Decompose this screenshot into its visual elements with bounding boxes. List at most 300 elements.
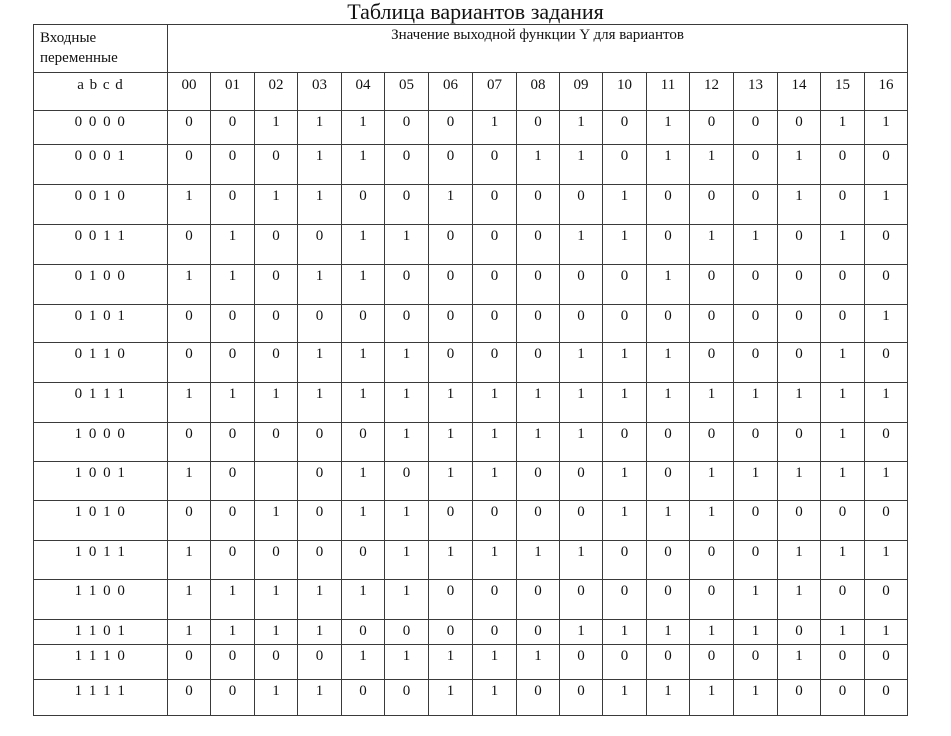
output-value-cell: 1: [385, 501, 429, 541]
output-value-cell: 1: [385, 541, 429, 580]
input-combination: 1 0 0 1: [34, 462, 168, 501]
output-value-cell: 0: [255, 225, 298, 265]
output-value-cell: 0: [865, 145, 908, 185]
output-value-cell: 0: [647, 305, 690, 343]
output-value-cell: 0: [517, 225, 560, 265]
output-value-cell: 0: [690, 423, 734, 462]
output-value-cell: 1: [603, 501, 647, 541]
output-value-cell: 0: [429, 305, 473, 343]
variant-header: 01: [211, 73, 255, 111]
output-value-cell: 0: [603, 541, 647, 580]
output-value-cell: 0: [298, 462, 342, 501]
output-value-cell: 1: [603, 462, 647, 501]
output-value-cell: 1: [255, 680, 298, 716]
variant-header: 15: [821, 73, 865, 111]
output-value-cell: 1: [647, 343, 690, 383]
output-value-cell: 1: [473, 645, 517, 680]
output-value-cell: 1: [342, 265, 385, 305]
output-value-cell: 1: [385, 423, 429, 462]
output-value-cell: 1: [647, 265, 690, 305]
table-title: Таблица вариантов задания: [347, 0, 604, 24]
output-value-cell: 1: [298, 111, 342, 145]
table-row: [34, 185, 908, 225]
output-value-cell: 0: [865, 225, 908, 265]
output-value-cell: 1: [560, 225, 603, 265]
output-value-cell: 0: [298, 305, 342, 343]
output-value-cell: 0: [342, 185, 385, 225]
output-value-cell: 1: [821, 541, 865, 580]
variant-header: 02: [255, 73, 298, 111]
output-value-cell: 0: [690, 580, 734, 620]
output-value-cell: 1: [211, 580, 255, 620]
output-value-cell: 1: [821, 462, 865, 501]
output-value-cell: 1: [865, 111, 908, 145]
output-value-cell: 1: [168, 580, 211, 620]
output-value-cell: 1: [603, 620, 647, 645]
output-value-cell: 1: [647, 145, 690, 185]
output-value-cell: 1: [211, 620, 255, 645]
output-value-cell: 0: [821, 265, 865, 305]
table-row: [34, 462, 908, 501]
output-value-cell: 0: [865, 680, 908, 716]
output-value-cell: 1: [429, 383, 473, 423]
output-value-cell: 1: [560, 111, 603, 145]
output-value-cell: 0: [821, 645, 865, 680]
output-value-cell: 1: [298, 265, 342, 305]
output-value-cell: 0: [342, 305, 385, 343]
table-row: [34, 423, 908, 462]
output-value-cell: 0: [385, 680, 429, 716]
output-value-cell: 1: [865, 305, 908, 343]
output-value-cell: 1: [255, 580, 298, 620]
output-value-cell: 1: [821, 343, 865, 383]
output-value-cell: 0: [168, 680, 211, 716]
table-row: [34, 501, 908, 541]
output-value-cell: 0: [865, 645, 908, 680]
output-value-cell: 0: [647, 225, 690, 265]
output-value-cell: 1: [690, 501, 734, 541]
output-value-cell: 1: [603, 383, 647, 423]
output-value-cell: 0: [429, 111, 473, 145]
output-value-cell: 0: [865, 580, 908, 620]
table-row: [34, 620, 908, 645]
output-value-cell: 1: [778, 145, 821, 185]
output-value-cell: 1: [429, 680, 473, 716]
output-value-cell: 1: [517, 645, 560, 680]
output-value-cell: 0: [690, 645, 734, 680]
output-value-cell: 0: [778, 111, 821, 145]
output-value-cell: 0: [168, 423, 211, 462]
output-value-cell: 1: [168, 185, 211, 225]
output-value-cell: 0: [255, 145, 298, 185]
output-value-cell: 1: [734, 620, 778, 645]
output-value-cell: 0: [211, 680, 255, 716]
output-value-cell: 1: [778, 462, 821, 501]
output-value-cell: 0: [778, 680, 821, 716]
output-value-cell: 0: [342, 541, 385, 580]
output-value-cell: 0: [647, 462, 690, 501]
variant-header: 03: [298, 73, 342, 111]
output-value-cell: 0: [211, 145, 255, 185]
output-value-cell: 0: [734, 305, 778, 343]
output-value-cell: 0: [385, 305, 429, 343]
output-value-cell: 0: [473, 620, 517, 645]
output-value-cell: 0: [255, 305, 298, 343]
output-value-cell: 0: [560, 185, 603, 225]
output-value-cell: 1: [778, 645, 821, 680]
output-value-cell: 0: [865, 423, 908, 462]
output-value-cell: 0: [473, 145, 517, 185]
output-value-cell: 0: [429, 225, 473, 265]
output-value-cell: 1: [517, 145, 560, 185]
output-value-cell: 0: [211, 501, 255, 541]
output-value-cell: 1: [429, 423, 473, 462]
output-value-cell: 0: [647, 185, 690, 225]
table-row: [34, 111, 908, 145]
output-value-cell: 0: [603, 111, 647, 145]
output-value-cell: 1: [734, 225, 778, 265]
table-row: [34, 305, 908, 343]
table-row: [34, 680, 908, 716]
output-value-cell: 0: [821, 501, 865, 541]
output-value-cell: 0: [517, 680, 560, 716]
output-value-cell: 0: [211, 645, 255, 680]
output-value-cell: 1: [211, 225, 255, 265]
output-value-cell: 1: [603, 343, 647, 383]
output-value-cell: 1: [865, 383, 908, 423]
output-value-cell: 0: [560, 462, 603, 501]
table-row: [34, 343, 908, 383]
output-value-cell: 1: [778, 541, 821, 580]
output-value-cell: 1: [647, 620, 690, 645]
output-value-cell: 1: [734, 383, 778, 423]
output-value-cell: 1: [255, 111, 298, 145]
output-value-cell: 0: [778, 305, 821, 343]
output-value-cell: 0: [821, 680, 865, 716]
output-value-cell: 0: [298, 225, 342, 265]
output-value-cell: 1: [168, 383, 211, 423]
output-value-cell: 0: [778, 620, 821, 645]
output-value-cell: 1: [865, 620, 908, 645]
output-value-cell: 0: [342, 620, 385, 645]
output-value-cell: 0: [211, 305, 255, 343]
output-value-cell: 1: [647, 383, 690, 423]
variant-header: 10: [603, 73, 647, 111]
output-value-cell: 0: [473, 580, 517, 620]
output-value-cell: 0: [211, 541, 255, 580]
output-value-cell: 0: [603, 305, 647, 343]
output-value-cell: 1: [690, 225, 734, 265]
output-value-cell: 1: [560, 423, 603, 462]
output-value-cell: 0: [778, 501, 821, 541]
output-value-cell: 1: [473, 462, 517, 501]
variants-table: [33, 24, 908, 716]
output-value-cell: 0: [342, 680, 385, 716]
output-value-cell: 1: [342, 580, 385, 620]
output-value-cell: 0: [603, 265, 647, 305]
table-row: [34, 645, 908, 680]
output-value-cell: 0: [429, 620, 473, 645]
variant-header: 09: [560, 73, 603, 111]
output-value-cell: 0: [168, 145, 211, 185]
output-value-cell: 1: [647, 111, 690, 145]
output-value-cell: 1: [821, 111, 865, 145]
output-value-cell: 1: [385, 225, 429, 265]
output-value-cell: 0: [429, 501, 473, 541]
output-value-cell: 1: [821, 620, 865, 645]
output-value-cell: 0: [690, 111, 734, 145]
table-row: [34, 145, 908, 185]
output-value-cell: 1: [342, 501, 385, 541]
output-value-cell: 1: [342, 343, 385, 383]
output-value-cell: 0: [473, 305, 517, 343]
table-row: [34, 580, 908, 620]
variant-header: 16: [865, 73, 908, 111]
input-combination: 0 1 0 0: [34, 265, 168, 305]
output-value-cell: 1: [342, 111, 385, 145]
output-value-cell: 0: [211, 462, 255, 501]
output-value-cell: 0: [473, 265, 517, 305]
output-value-cell: 1: [211, 265, 255, 305]
output-value-cell: 1: [298, 145, 342, 185]
output-value-cell: 1: [211, 383, 255, 423]
output-value-cell: 0: [560, 680, 603, 716]
variant-header: 07: [473, 73, 517, 111]
output-value-cell: 0: [168, 305, 211, 343]
output-value-cell: 0: [778, 423, 821, 462]
input-combination: 0 0 1 1: [34, 225, 168, 265]
input-combination: 0 1 1 1: [34, 383, 168, 423]
output-value-cell: 0: [517, 185, 560, 225]
output-value-cell: 0: [865, 265, 908, 305]
output-value-cell: 1: [473, 680, 517, 716]
output-value-cell: 1: [821, 383, 865, 423]
output-value-cell: 1: [734, 580, 778, 620]
output-value-cell: 1: [778, 383, 821, 423]
output-value-cell: 0: [690, 541, 734, 580]
variant-header: 04: [342, 73, 385, 111]
output-value-cell: 1: [865, 541, 908, 580]
output-value-cell: 0: [647, 541, 690, 580]
output-value-cell: 0: [690, 185, 734, 225]
output-value-cell: [255, 462, 298, 501]
output-value-cell: 0: [168, 645, 211, 680]
input-combination: 1 1 0 1: [34, 620, 168, 645]
output-value-cell: 1: [690, 145, 734, 185]
output-value-cell: 0: [517, 305, 560, 343]
output-value-cell: 0: [734, 343, 778, 383]
output-value-cell: 0: [560, 501, 603, 541]
output-value-cell: 0: [517, 462, 560, 501]
input-combination: 1 0 0 0: [34, 423, 168, 462]
input-variables-header: Входные переменные: [34, 25, 168, 73]
output-value-cell: 1: [385, 383, 429, 423]
output-value-cell: 1: [603, 680, 647, 716]
output-value-cell: 0: [255, 541, 298, 580]
input-combination: 0 0 0 0: [34, 111, 168, 145]
output-value-cell: 1: [255, 383, 298, 423]
output-value-cell: 0: [473, 343, 517, 383]
output-value-cell: 0: [734, 111, 778, 145]
table-row: [34, 383, 908, 423]
input-combination: 0 1 0 1: [34, 305, 168, 343]
output-value-cell: 0: [211, 111, 255, 145]
output-value-cell: 1: [429, 645, 473, 680]
output-value-cell: 0: [734, 645, 778, 680]
output-value-cell: 0: [734, 541, 778, 580]
variants-header-row: [34, 73, 908, 111]
output-value-cell: 0: [647, 645, 690, 680]
output-value-cell: 0: [385, 111, 429, 145]
variant-header: 08: [517, 73, 560, 111]
output-value-cell: 1: [255, 185, 298, 225]
output-value-cell: 1: [865, 185, 908, 225]
output-value-cell: 0: [385, 185, 429, 225]
output-value-cell: 0: [560, 580, 603, 620]
output-value-cell: 0: [168, 225, 211, 265]
output-value-cell: 1: [298, 343, 342, 383]
output-value-cell: 1: [778, 185, 821, 225]
variant-header: 12: [690, 73, 734, 111]
output-value-cell: 0: [429, 343, 473, 383]
output-value-cell: 1: [342, 225, 385, 265]
output-value-cell: 0: [517, 501, 560, 541]
output-value-cell: 1: [385, 580, 429, 620]
output-value-cell: 0: [298, 541, 342, 580]
output-value-cell: 1: [429, 185, 473, 225]
output-value-cell: 1: [298, 620, 342, 645]
output-value-cell: 0: [647, 580, 690, 620]
output-value-cell: 1: [255, 620, 298, 645]
output-value-cell: 1: [560, 383, 603, 423]
table-row: [34, 541, 908, 580]
output-value-cell: 1: [778, 580, 821, 620]
output-value-cell: 0: [211, 185, 255, 225]
output-value-cell: 1: [342, 145, 385, 185]
output-value-cell: 0: [517, 265, 560, 305]
output-value-cell: 1: [734, 462, 778, 501]
output-value-cell: 0: [517, 343, 560, 383]
output-value-cell: 1: [298, 580, 342, 620]
output-value-cell: 1: [517, 383, 560, 423]
variant-header: 14: [778, 73, 821, 111]
output-value-cell: 1: [168, 265, 211, 305]
output-value-cell: 0: [255, 343, 298, 383]
output-value-cell: 1: [473, 383, 517, 423]
output-value-cell: 1: [690, 462, 734, 501]
output-value-cell: 0: [690, 305, 734, 343]
output-value-cell: 0: [517, 111, 560, 145]
output-value-cell: 1: [168, 541, 211, 580]
output-value-cell: 0: [603, 423, 647, 462]
output-value-cell: 1: [560, 620, 603, 645]
output-value-cell: 1: [342, 462, 385, 501]
output-value-cell: 1: [298, 383, 342, 423]
output-value-cell: 1: [385, 645, 429, 680]
output-value-cell: 1: [647, 501, 690, 541]
input-combination: 1 0 1 0: [34, 501, 168, 541]
output-value-cell: 0: [734, 501, 778, 541]
output-value-cell: 0: [603, 645, 647, 680]
input-combination: 0 1 1 0: [34, 343, 168, 383]
output-value-cell: 0: [647, 423, 690, 462]
output-value-cell: 0: [429, 145, 473, 185]
output-value-cell: 0: [473, 225, 517, 265]
output-value-cell: 1: [342, 645, 385, 680]
output-value-cell: 0: [865, 343, 908, 383]
output-value-cell: 1: [647, 680, 690, 716]
output-value-cell: 0: [517, 580, 560, 620]
output-value-cell: 0: [821, 580, 865, 620]
output-value-cell: 0: [821, 145, 865, 185]
output-value-cell: 0: [603, 580, 647, 620]
output-value-cell: 1: [734, 680, 778, 716]
output-value-cell: 1: [298, 680, 342, 716]
output-value-cell: 0: [560, 305, 603, 343]
output-value-cell: 0: [385, 620, 429, 645]
output-value-cell: 1: [298, 185, 342, 225]
output-value-cell: 1: [560, 343, 603, 383]
input-combination: 0 0 0 1: [34, 145, 168, 185]
table-row: [34, 225, 908, 265]
output-value-cell: 0: [690, 265, 734, 305]
output-value-cell: 0: [473, 185, 517, 225]
input-combination: 1 1 0 0: [34, 580, 168, 620]
output-value-cell: 1: [821, 225, 865, 265]
output-value-cell: 0: [211, 343, 255, 383]
table-row: [34, 265, 908, 305]
output-value-cell: 0: [734, 185, 778, 225]
output-value-cell: 0: [560, 645, 603, 680]
output-value-cell: 0: [342, 423, 385, 462]
output-value-cell: 0: [168, 501, 211, 541]
output-value-cell: 1: [821, 423, 865, 462]
output-value-cell: 1: [690, 383, 734, 423]
output-value-cell: 0: [473, 501, 517, 541]
output-value-cell: 1: [385, 343, 429, 383]
output-value-cell: 1: [168, 462, 211, 501]
output-value-cell: 0: [211, 423, 255, 462]
output-value-cell: 0: [298, 423, 342, 462]
variant-header: 06: [429, 73, 473, 111]
output-value-cell: 0: [865, 501, 908, 541]
output-value-cell: 0: [778, 265, 821, 305]
output-function-header: Значение выходной функции Y для вариантов: [168, 25, 908, 73]
output-value-cell: 0: [385, 145, 429, 185]
input-combination: 0 0 1 0: [34, 185, 168, 225]
output-value-cell: 1: [429, 541, 473, 580]
output-value-cell: 0: [429, 580, 473, 620]
output-value-cell: 1: [603, 185, 647, 225]
input-combination: 1 1 1 1: [34, 680, 168, 716]
output-value-cell: 0: [821, 185, 865, 225]
output-value-cell: 1: [865, 462, 908, 501]
output-value-cell: 1: [690, 680, 734, 716]
variant-header: 13: [734, 73, 778, 111]
output-value-cell: 1: [560, 541, 603, 580]
variables-label: a b c d: [34, 73, 168, 111]
output-value-cell: 1: [517, 541, 560, 580]
output-value-cell: 0: [778, 225, 821, 265]
variant-header: 11: [647, 73, 690, 111]
output-value-cell: 0: [385, 462, 429, 501]
output-value-cell: 0: [298, 645, 342, 680]
output-value-cell: 0: [255, 423, 298, 462]
output-value-cell: 0: [429, 265, 473, 305]
output-value-cell: 1: [473, 423, 517, 462]
output-value-cell: 0: [690, 343, 734, 383]
output-value-cell: 0: [821, 305, 865, 343]
